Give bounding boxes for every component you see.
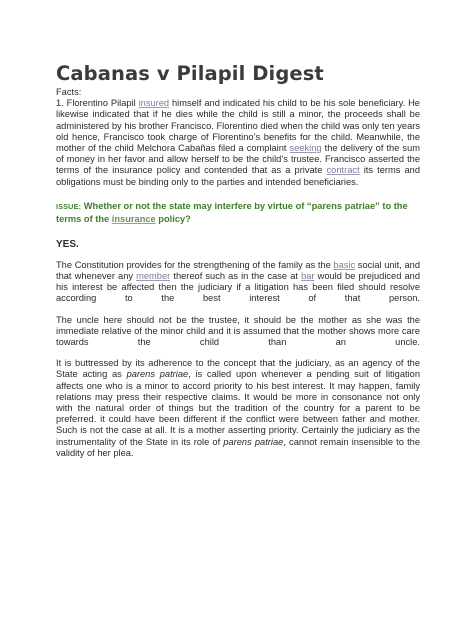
link-seeking[interactable]: seeking — [289, 143, 322, 154]
facts-paragraph — [56, 98, 420, 188]
link-insured[interactable]: insured — [138, 98, 170, 109]
document-title: Cabanas v Pilapil Digest — [56, 62, 324, 85]
ruling-pp-text-1: It is buttressed by its adherence to the concept that the judiciary, as an agency of the State acting as — [56, 358, 420, 380]
ruling-text-4: would be prejudiced and his interest be affected then the judiciary if a litigation has been filed should resolve according to the best interest of that person. — [56, 271, 420, 304]
link-bar[interactable]: bar — [301, 271, 315, 282]
link-basic[interactable]: basic — [333, 259, 356, 270]
link-member[interactable]: member — [136, 271, 171, 282]
issue-text-2: policy? — [155, 213, 191, 224]
issue-statement — [56, 200, 420, 225]
facts-text-3: the delivery of the sum of money in her favor and allow herself to be the child’s trustee. Francisco asserted the terms of the insurance policy and contended that as a private — [56, 143, 420, 176]
issue-text-1: Whether or not the state may interfere by virtue of “parens patriae” to the terms of the — [56, 200, 408, 224]
ruling-text-2: social unit, and that whenever any — [56, 259, 420, 282]
ruling-pp-italic-2: parens patriae — [223, 436, 284, 447]
link-insurance[interactable]: insurance — [111, 213, 156, 224]
ruling-pp-text-3: , cannot remain insensible to the validity of her plea. — [56, 436, 421, 458]
ruling-paragraph-uncle: The uncle here should not be the trustee, it should be the mother as she was the immediate relative of the minor child and it is assumed that the mother shows more care towards the child than an uncle. — [56, 314, 420, 348]
facts-text-2: himself and indicated his child to be his sole beneficiary. He likewise indicated that if he dies while the child is still a minor, the proceeds shall be administered by his brother Francisco. Florentino died when the child was only ten years old hence, Francisco took charge of Florentino’s benefits for the child. Meanwhile, the mother of the child Melchora Cabañas filed a complaint — [56, 98, 420, 154]
ruling-paragraph-constitution — [56, 260, 420, 305]
ruling-paragraph-parens-patriae — [56, 358, 420, 459]
issue-tag: ISSUE: — [56, 201, 82, 211]
facts-text-1: 1. Florentino Pilapil — [56, 98, 139, 109]
ruling-text-1: The Constitution provides for the strengthening of the family as the — [56, 259, 334, 270]
link-contract[interactable]: contract — [326, 165, 360, 176]
facts-label: Facts: — [56, 87, 82, 97]
ruling-text-3: thereof such as in the case at — [170, 271, 302, 282]
ruling-answer: YES. — [56, 238, 79, 250]
ruling-pp-italic-1: parens patriae — [126, 369, 189, 380]
ruling-pp-text-2: , is called upon whenever a pending suit of litigation affects one who is a minor to accord priority to his best interest. It may happen, family relations may press their respective claims. It would be more in consonance not only with the natural order of things but the tradition of the country for a parent to be preferred. it could have been different if the conflict were between father and mother. Such is not the case at all. It is a mother asserting priority. Certainly the judiciary as the instrumentality of the State in its role of — [56, 369, 420, 447]
facts-text-4: its terms and obligations must be binding only to the parties and intended beneficiaries. — [56, 165, 420, 187]
document-page — [56, 62, 420, 459]
